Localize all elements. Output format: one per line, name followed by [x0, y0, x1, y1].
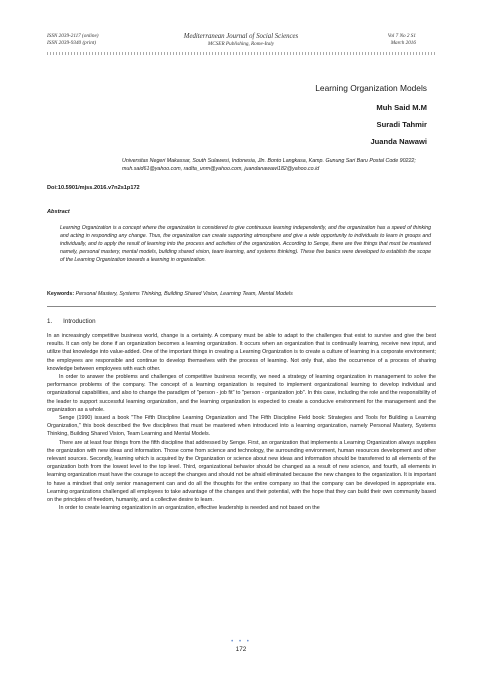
abstract-heading: Abstract: [47, 209, 70, 215]
page-number: 172: [235, 646, 247, 653]
publisher: MCSER Publishing, Rome-Italy: [207, 41, 275, 47]
paragraph: In order to create learning organization in an organization, effective leadership is needed and not based on the: [59, 505, 320, 512]
issue-date: March 2016: [390, 40, 416, 47]
author-2: Suradi Tahmir: [376, 120, 427, 129]
section-divider: [47, 306, 436, 307]
volume-block: [388, 33, 416, 48]
section-heading: [47, 318, 107, 325]
paragraph: In order to answer the problems and challenges of competitive business recently, we need a strategy of learning organization in management to solve the performance problems of the company. The concept of a learning organization is required to implement organizational learning to develop individual and organizational capabilities, and also to change the paradigm of "person - job fit" to "person - organization job". In this case, including the role and the responsibility of the leader to support successful learning organization, and the learning organization is expected to create a conducive environment for the management and the organization as a whole.: [47, 374, 436, 413]
journal-name: Mediterranean Journal of Social Sciences: [183, 33, 299, 40]
footer-dots: • • •: [231, 639, 251, 645]
affiliation: Universitas Negeri Makassar, South Sulawesi, Indonesia, Jln. Bonto Langkasa, Kamp. Gunung Sari Baru Postal Code 90222; muh.said61@yahoo.com, radita_unm@yahoo.com, juandanawawi182@yahoo.co.id: [122, 158, 416, 172]
body-text: [47, 332, 436, 512]
paragraph: Senge (1990) issued a book "The Fifth Discipline Learning Organization and The Fifth Discipline Field book: Strategies and Tools for Building a Learning Organization," this book described the five disciplines that must be mastered when introduced into a learning organization, namely Personal Mastery, Systems Thinking, Building Shared Vision, Team Learning and Mental Models.: [47, 415, 436, 438]
author-1: Muh Said M.M: [376, 103, 427, 112]
paragraph: In an increasingly competitive business world, change is a certainty. A company must be able to adapt to the challenges that exist to survive and give the best results. It can only be done if an organization becomes a learning organization. It occurs when an organization that is continually learning, receive new input, and utilize that knowledge into value-added. One of the important things in creating a Learning Organization is to create a culture of learning in a corporate environment; the employees are responsible and continue to develop themselves with the process of learning. Not only that, also the occurrence of a process of sharing knowledge between employees with each other.: [47, 333, 436, 372]
doi: Doi:10.5901/mjss.2016.v7n2s1p172: [47, 185, 140, 191]
issn-print: ISSN 2039-9340 (print): [47, 40, 96, 47]
section-title: Introduction: [63, 318, 96, 325]
paragraph: There are at least four things from the fifth discipline that addressed by Senge. First, an organization that implements a Learning Organization always supplies the organization with new ideas and information. Those come from science and technology, the surrounding environment, human resources development and other relevant sources. Secondly, learning which is acquired by the Organization or science about new ideas and information should be transferred to all elements of the organization both from the lowest level to the top level. Third, organizational behavior should be changed as a result of new science, and fourth, all elements in learning organization must have the courage to accept the changes and should not be afraid eliminated because the new changes to the organization. It is important to have a mindset that only senior management can and do all the thoughts for the entire company so that the company can be developed in appropriate era. Learning organizations challenged all employees to take advantage of the changes and their potential, with the hope that they can build their own community based on the principles of freedom, humanity, and a collective desire to learn.: [47, 439, 436, 504]
paper-title: Learning Organization Models: [315, 83, 427, 93]
issn-online: ISSN 2039-2117 (online): [47, 33, 99, 39]
keywords-list: Personal Mastery, Systems Thinking, Building Shared Vision, Learning Team, Mental Models: [75, 291, 293, 297]
volume: Vol 7 No 2 S1: [387, 33, 416, 39]
section-number: 1.: [47, 318, 53, 325]
author-3: Juanda Nawawi: [370, 137, 427, 146]
header-rule: [47, 52, 436, 55]
abstract-text: Learning Organization is a concept where the organization is considered to give continuous learning independently, and the organization has a speed of thinking and acting in responding any change. Thus, the organization can create supporting atmosphere and give a wide opportunity to individuals to learn in groups and individually, and to apply the result of learning into the process and activities of the organization. According to Senge, there are five things that must be mastered namely, personal mastery, mental models, building shared vision, team learning, and systems thinking). These five basics were developed to establish the scope of the Learning Organization towards a learning in organization.: [60, 225, 431, 263]
keywords: [47, 291, 436, 297]
keywords-label: Keywords:: [47, 291, 75, 297]
